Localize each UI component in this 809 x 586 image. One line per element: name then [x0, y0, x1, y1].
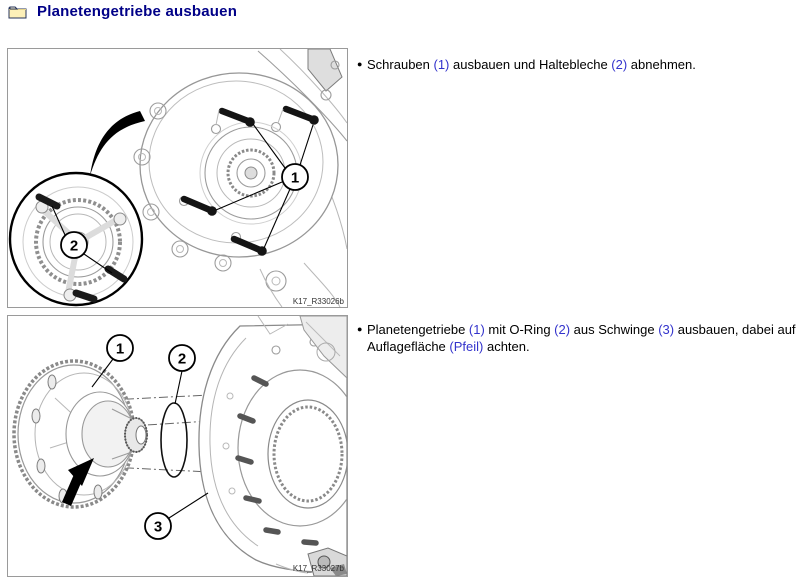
detail-inset	[10, 173, 142, 305]
page-title: Planetengetriebe ausbauen	[37, 3, 238, 20]
ref-link[interactable]: (3)	[658, 322, 675, 337]
callout-2	[169, 345, 195, 404]
figure-1-caption: K17_R33026b	[292, 297, 344, 306]
callout-1-number: 1	[290, 169, 300, 187]
text-run: ausbauen und Haltebleche	[449, 57, 612, 72]
figure-2-caption: K17_R33027b	[292, 564, 344, 573]
ref-link[interactable]: (2)	[554, 322, 571, 337]
figure-remove-planetary-gear	[7, 315, 348, 577]
page-header	[8, 3, 237, 20]
text-run: Planetengetriebe	[367, 322, 469, 337]
text-run: mit O-Ring	[484, 322, 555, 337]
text-run: Schrauben	[367, 57, 434, 72]
folder-icon	[8, 4, 28, 20]
figure-2-drawing	[8, 316, 347, 576]
o-ring	[161, 403, 187, 477]
callout-1-number: 1	[115, 340, 125, 358]
text-run: abnehmen.	[627, 57, 696, 72]
ref-link[interactable]: (Pfeil)	[449, 339, 484, 354]
step-1-text	[367, 56, 805, 73]
ref-link[interactable]: (1)	[468, 322, 485, 337]
bullet-icon: ●	[357, 59, 363, 69]
figure-1-drawing	[8, 49, 347, 307]
figure-remove-screws	[7, 48, 348, 308]
step-1	[357, 56, 805, 73]
planetary-gear	[14, 361, 147, 507]
text-run: ausbauen, dabei auf Auflagefläche	[367, 322, 796, 354]
curved-arrow-icon	[90, 111, 145, 176]
step-2	[357, 321, 805, 355]
step-2-text	[367, 321, 805, 355]
callout-3-number: 3	[153, 518, 163, 536]
text-run: aus Schwinge	[570, 322, 659, 337]
ref-link[interactable]: (1)	[433, 57, 450, 72]
callout-2-number: 2	[177, 350, 187, 368]
bullet-icon: ●	[357, 324, 363, 334]
text-run: achten.	[483, 339, 530, 354]
callout-2-number: 2	[69, 237, 79, 255]
callout-3	[145, 493, 208, 539]
ref-link[interactable]: (2)	[611, 57, 628, 72]
